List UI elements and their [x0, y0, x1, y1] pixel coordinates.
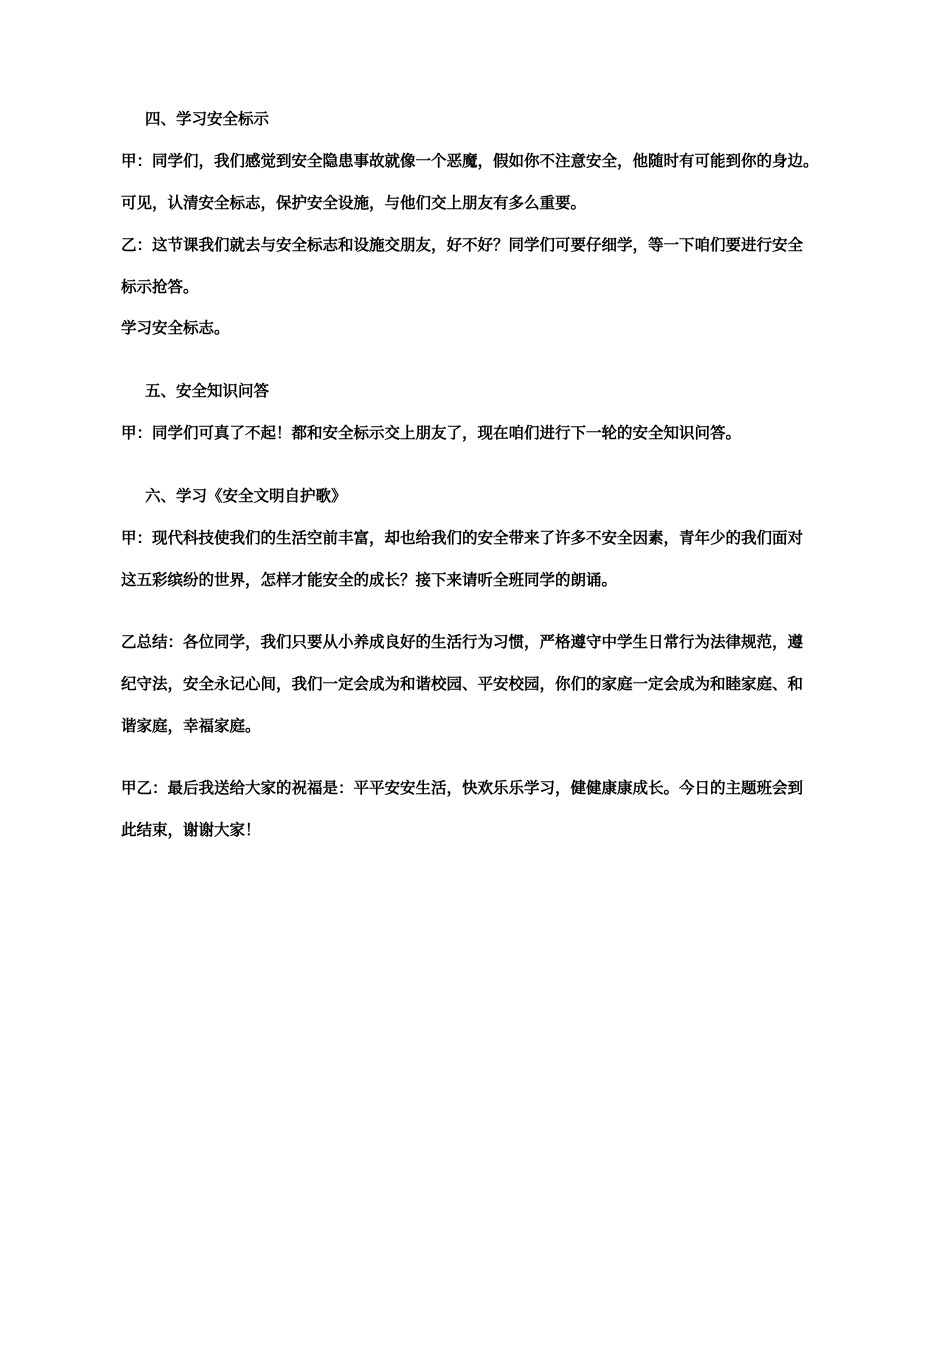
summary-line: 纪守法，安全永记心间，我们一定会成为和谐校园、平安校园，你们的家庭一定会成为和睦家庭、和 — [121, 675, 804, 693]
section-heading-6: 六、学习《安全文明自护歌》 — [145, 487, 347, 505]
paragraph-line: 可见，认清安全标志，保护安全设施，与他们交上朋友有多么重要。 — [121, 194, 587, 212]
paragraph-line: 标示抢答。 — [121, 278, 199, 296]
paragraph-line: 乙：这节课我们就去与安全标志和设施交朋友，好不好？同学们可要仔细学，等一下咱们要进行安全 — [121, 236, 804, 254]
paragraph-line: 甲：同学们，我们感觉到安全隐患事故就像一个恶魔，假如你不注意安全，他随时有可能到你的身边。 — [121, 152, 819, 170]
farewell-line: 此结束，谢谢大家！ — [121, 821, 261, 839]
section-heading-4: 四、学习安全标示 — [145, 110, 270, 128]
section-heading-5: 五、安全知识问答 — [145, 382, 270, 400]
paragraph-line: 学习安全标志。 — [121, 319, 230, 337]
paragraph-line: 这五彩缤纷的世界，怎样才能安全的成长？接下来请听全班同学的朗诵。 — [121, 571, 618, 589]
summary-line: 乙总结：各位同学，我们只要从小养成良好的生活行为习惯，严格遵守中学生日常行为法律规范，遵 — [121, 633, 804, 651]
summary-line: 谐家庭，幸福家庭。 — [121, 717, 261, 735]
farewell-line: 甲乙：最后我送给大家的祝福是：平平安安生活，快欢乐乐学习，健健康康成长。今日的主题班会到 — [121, 779, 804, 797]
paragraph-line: 甲：现代科技使我们的生活空前丰富，却也给我们的安全带来了许多不安全因素，青年少的我们面对 — [121, 529, 804, 547]
paragraph-line: 甲：同学们可真了不起！都和安全标示交上朋友了，现在咱们进行下一轮的安全知识问答。 — [121, 424, 742, 442]
